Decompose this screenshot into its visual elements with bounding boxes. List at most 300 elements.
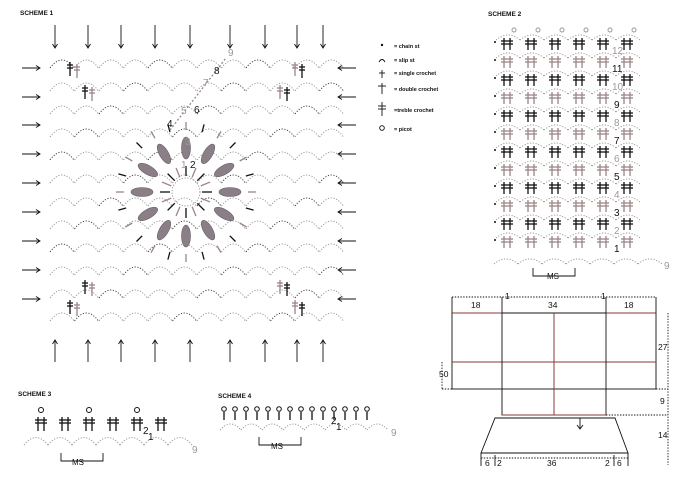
ms-label: MS	[547, 272, 559, 281]
chain-arc	[295, 290, 319, 298]
garment-schematic	[439, 291, 668, 468]
spoke-stitch	[201, 198, 210, 202]
picot-icon	[632, 28, 636, 32]
picot-icon	[39, 408, 44, 413]
base-arc	[96, 438, 120, 446]
row-label: 10	[612, 82, 624, 93]
petal-cluster	[219, 188, 241, 197]
picot-icon	[266, 407, 271, 412]
outer-stitch	[137, 143, 143, 149]
base-arc	[220, 424, 241, 430]
row-label: 4	[614, 190, 620, 201]
chain-arc	[173, 129, 197, 137]
chain-arc	[124, 313, 148, 321]
outer-stitch	[246, 174, 254, 176]
legend-label: = slip st	[394, 58, 415, 64]
chain-arc	[616, 161, 640, 166]
chain-arc	[124, 198, 148, 206]
chain-arc	[544, 71, 568, 76]
outer-stitch	[151, 131, 155, 138]
chain-arc	[197, 244, 221, 252]
picot-icon	[343, 407, 348, 412]
scheme4-stitches	[220, 407, 388, 430]
outer-stitch	[118, 174, 126, 176]
base-arc	[518, 259, 542, 264]
picot-icon	[222, 407, 227, 412]
chain-arc	[50, 221, 74, 229]
chain-arc	[592, 161, 616, 166]
arc-icon	[379, 60, 385, 63]
outer-stitch	[168, 252, 170, 260]
base-arc	[262, 424, 283, 430]
chain-arc	[271, 244, 295, 252]
chain-arc	[99, 129, 123, 137]
row-label: 2	[614, 226, 620, 237]
chain-arc	[616, 143, 640, 148]
dot-icon	[494, 95, 496, 97]
chain-arc	[592, 35, 616, 40]
row-label: 9	[614, 100, 620, 111]
chain-arc	[50, 198, 74, 206]
chain-arc	[520, 53, 544, 58]
chain-arc	[295, 129, 319, 137]
picot-icon	[277, 407, 282, 412]
outer-stitch	[202, 252, 204, 260]
chain-arc	[173, 83, 197, 91]
chain-arc	[320, 244, 344, 252]
circle-icon	[380, 126, 385, 131]
chain-arc	[75, 106, 99, 114]
scheme1-mesh	[50, 60, 344, 321]
picot-icon	[512, 28, 516, 32]
chain-arc	[520, 89, 544, 94]
picot-icon	[608, 28, 612, 32]
chain-arc	[271, 290, 295, 298]
chain-arc	[50, 175, 74, 183]
row-label: 5	[614, 172, 620, 183]
chain-arc	[246, 198, 270, 206]
dot-icon	[494, 77, 496, 79]
chain-arc	[99, 83, 123, 91]
chain-arc	[271, 83, 295, 91]
chain-arc	[592, 125, 616, 130]
round-label: 6	[194, 105, 200, 116]
scheme2-diagram	[494, 28, 670, 281]
dot-icon	[494, 131, 496, 133]
base-arc	[614, 259, 638, 264]
row-label: 1	[148, 432, 154, 443]
chain-arc	[124, 106, 148, 114]
chain-arc	[592, 179, 616, 184]
base-arc	[241, 424, 262, 430]
chain-arc	[99, 198, 123, 206]
base-arc	[638, 259, 662, 264]
dim-label: 18	[624, 300, 634, 310]
chain-arc	[496, 89, 520, 94]
chain-arc	[520, 179, 544, 184]
chain-arc	[520, 197, 544, 202]
chain-arc	[544, 53, 568, 58]
chain-arc	[197, 313, 221, 321]
chain-arc	[544, 197, 568, 202]
chain-arc	[568, 179, 592, 184]
chain-arc	[99, 244, 123, 252]
outer-stitch	[125, 157, 132, 161]
base-arc	[542, 259, 566, 264]
chain-arc	[616, 125, 640, 130]
petal-cluster	[212, 205, 236, 224]
chain-arc	[295, 313, 319, 321]
chain-arc	[50, 129, 74, 137]
dot-icon	[494, 221, 496, 223]
chain-arc	[271, 267, 295, 275]
chain-arc	[173, 313, 197, 321]
chain-arc	[496, 161, 520, 166]
chain-arc	[222, 267, 246, 275]
dim-label: 6	[617, 458, 622, 468]
spoke-stitch	[197, 203, 204, 210]
chain-arc	[75, 221, 99, 229]
picot-icon	[233, 407, 238, 412]
chain-arc	[271, 175, 295, 183]
petal-cluster	[136, 161, 160, 180]
base-arc	[494, 259, 518, 264]
chain-arc	[75, 175, 99, 183]
ms-label: MS	[271, 442, 283, 451]
base-arc	[304, 424, 325, 430]
chain-arc	[520, 125, 544, 130]
chain-arc	[197, 267, 221, 275]
chain-arc	[99, 290, 123, 298]
chain-arc	[295, 244, 319, 252]
outer-stitch	[217, 246, 221, 253]
chain-arc	[520, 143, 544, 148]
chain-arc	[592, 197, 616, 202]
chain-arc	[544, 215, 568, 220]
chain-arc	[271, 152, 295, 160]
base-arc	[120, 438, 144, 446]
chain-arc	[99, 152, 123, 160]
picot-icon	[354, 407, 359, 412]
base-arc	[48, 438, 72, 446]
dim-label: 27	[658, 342, 668, 352]
chain-arc	[173, 198, 197, 206]
chain-arc	[222, 198, 246, 206]
spoke-stitch	[162, 182, 171, 186]
chain-arc	[616, 197, 640, 202]
chain-arc	[568, 53, 592, 58]
chain-arc	[295, 198, 319, 206]
chain-arc	[271, 313, 295, 321]
row-label: 2	[143, 426, 149, 437]
picot-icon	[321, 407, 326, 412]
round-label: 3	[185, 137, 191, 148]
dot-icon	[494, 41, 496, 43]
chain-arc	[496, 215, 520, 220]
picot-icon	[365, 407, 370, 412]
legend-label: = picot	[394, 127, 412, 133]
dim-label: 34	[548, 300, 558, 310]
row-label: 6	[614, 154, 620, 165]
chain-arc	[568, 161, 592, 166]
chain-arc	[568, 197, 592, 202]
chain-arc	[295, 267, 319, 275]
chain-arc	[124, 244, 148, 252]
chain-arc	[50, 106, 74, 114]
base-arc	[168, 438, 192, 446]
scheme3-title: SCHEME 3	[18, 391, 52, 398]
dot-icon	[494, 113, 496, 115]
picot-icon	[560, 28, 564, 32]
chain-arc	[520, 35, 544, 40]
chain-arc	[496, 233, 520, 238]
chain-arc	[295, 175, 319, 183]
chain-arc	[568, 125, 592, 130]
chain-arc	[99, 106, 123, 114]
base-arc	[367, 424, 388, 430]
chain-arc	[568, 233, 592, 238]
picot-icon	[310, 407, 315, 412]
outer-stitch	[240, 223, 247, 227]
chain-arc	[544, 35, 568, 40]
chain-arc	[246, 152, 270, 160]
plus-icon	[379, 70, 385, 78]
chain-arc	[222, 60, 246, 68]
legend-label: = double crochet	[394, 87, 439, 93]
chain-arc	[222, 290, 246, 298]
chain-arc	[124, 221, 148, 229]
chain-arc	[222, 106, 246, 114]
chain-arc	[271, 198, 295, 206]
picot-icon	[299, 407, 304, 412]
picot-icon	[332, 407, 337, 412]
chain-arc	[50, 267, 74, 275]
outer-stitch	[217, 131, 221, 138]
chain-arc	[50, 290, 74, 298]
petal-cluster	[199, 218, 218, 242]
row-label: 1	[336, 422, 342, 433]
chain-arc	[222, 313, 246, 321]
row-label: 3	[614, 208, 620, 219]
scheme1-corner-stitches	[67, 62, 305, 316]
chain-arc	[124, 129, 148, 137]
repeat-label: 9	[664, 261, 670, 272]
dim-label: 18	[471, 300, 481, 310]
chain-arc	[568, 143, 592, 148]
chain-arc	[246, 83, 270, 91]
chain-arc	[568, 107, 592, 112]
chain-arc	[544, 143, 568, 148]
dot-icon	[494, 59, 496, 61]
chain-arc	[544, 179, 568, 184]
double-cross-icon	[378, 83, 386, 94]
legend-label: =treble crochet	[394, 108, 434, 114]
center-ring	[172, 178, 200, 206]
chain-arc	[197, 290, 221, 298]
round-label: 9	[228, 48, 234, 59]
chain-arc	[544, 107, 568, 112]
chain-arc	[50, 313, 74, 321]
spoke-stitch	[176, 207, 180, 216]
picot-icon	[135, 408, 140, 413]
scheme1-diagram	[22, 25, 356, 362]
chain-arc	[295, 106, 319, 114]
chain-arc	[124, 83, 148, 91]
chain-arc	[75, 267, 99, 275]
chain-arc	[246, 106, 270, 114]
base-arc	[566, 259, 590, 264]
row-label: 7	[614, 136, 620, 147]
chain-arc	[520, 233, 544, 238]
chain-arc	[616, 35, 640, 40]
chain-arc	[520, 215, 544, 220]
chain-arc	[496, 107, 520, 112]
chain-arc	[592, 215, 616, 220]
chain-arc	[75, 313, 99, 321]
round-label: 5	[181, 106, 187, 117]
petal-cluster	[131, 188, 153, 197]
chain-arc	[544, 89, 568, 94]
row-label: 1	[614, 244, 620, 255]
chain-arc	[295, 60, 319, 68]
chain-arc	[246, 313, 270, 321]
repeat-label: 9	[391, 428, 397, 439]
chain-arc	[496, 53, 520, 58]
chain-arc	[568, 71, 592, 76]
row-label: 2	[331, 416, 337, 427]
dim-label: 1	[601, 291, 606, 301]
chain-arc	[75, 198, 99, 206]
base-arc	[72, 438, 96, 446]
dot-icon	[494, 185, 496, 187]
picot-icon	[288, 407, 293, 412]
round-label: 7	[203, 78, 209, 89]
chain-arc	[246, 175, 270, 183]
chain-arc	[148, 106, 172, 114]
picot-icon	[87, 408, 92, 413]
chain-arc	[295, 152, 319, 160]
outer-stitch	[240, 157, 247, 161]
petal-cluster	[182, 225, 191, 247]
legend-label: = chain st	[394, 44, 420, 50]
chain-arc	[75, 129, 99, 137]
outer-stitch	[230, 143, 236, 149]
chain-arc	[568, 89, 592, 94]
chain-arc	[50, 244, 74, 252]
chain-arc	[246, 267, 270, 275]
chain-arc	[148, 313, 172, 321]
chain-arc	[222, 83, 246, 91]
dot-icon	[494, 239, 496, 241]
round-label: 2	[190, 160, 196, 171]
scheme2-stitch-grid	[494, 28, 662, 264]
chain-arc	[320, 129, 344, 137]
chain-arc	[148, 60, 172, 68]
round-label: 8	[214, 66, 220, 77]
picot-icon	[584, 28, 588, 32]
dot-icon	[494, 203, 496, 205]
scheme3-stitches	[24, 408, 192, 446]
chain-arc	[148, 290, 172, 298]
chain-arc	[99, 60, 123, 68]
chain-arc	[616, 107, 640, 112]
chain-arc	[124, 175, 148, 183]
chain-arc	[148, 267, 172, 275]
chain-arc	[197, 106, 221, 114]
chain-arc	[320, 290, 344, 298]
picot-icon	[536, 28, 540, 32]
outer-stitch	[246, 208, 254, 210]
chain-arc	[496, 143, 520, 148]
chain-arc	[99, 221, 123, 229]
chain-arc	[173, 60, 197, 68]
base-arc	[590, 259, 614, 264]
spoke-stitch	[176, 168, 180, 177]
chain-arc	[520, 107, 544, 112]
picot-icon	[255, 407, 260, 412]
outer-stitch	[125, 223, 132, 227]
dim-label: 6	[485, 458, 490, 468]
chain-arc	[520, 71, 544, 76]
outer-stitch	[151, 246, 155, 253]
chain-arc	[544, 125, 568, 130]
chain-arc	[99, 313, 123, 321]
chain-arc	[75, 290, 99, 298]
chain-arc	[222, 175, 246, 183]
dim-label: 36	[547, 458, 557, 468]
chain-arc	[616, 215, 640, 220]
scheme1-title: SCHEME 1	[20, 10, 54, 17]
base-arc	[283, 424, 304, 430]
chain-arc	[99, 175, 123, 183]
skirt-outline	[481, 418, 628, 453]
chain-arc	[320, 106, 344, 114]
chain-arc	[271, 106, 295, 114]
spoke-stitch	[162, 198, 171, 202]
chain-arc	[320, 221, 344, 229]
chain-arc	[246, 129, 270, 137]
dot-icon	[494, 167, 496, 169]
chain-arc	[496, 125, 520, 130]
chain-arc	[496, 197, 520, 202]
chain-arc	[320, 198, 344, 206]
chain-arc	[222, 129, 246, 137]
repeat-label: 9	[192, 445, 198, 456]
dim-label: 1	[505, 291, 510, 301]
chain-arc	[568, 215, 592, 220]
chain-arc	[271, 129, 295, 137]
chain-arc	[544, 161, 568, 166]
dim-label: 50	[439, 369, 449, 379]
picot-icon	[244, 407, 249, 412]
chain-arc	[173, 290, 197, 298]
chain-arc	[75, 152, 99, 160]
chain-arc	[246, 221, 270, 229]
chain-arc	[271, 60, 295, 68]
outer-stitch	[137, 236, 143, 242]
chain-arc	[124, 267, 148, 275]
chain-arc	[592, 107, 616, 112]
dim-label: 14	[658, 430, 668, 440]
scheme4-title: SCHEME 4	[218, 393, 252, 400]
chain-arc	[295, 221, 319, 229]
scheme4-diagram	[220, 407, 397, 451]
chain-arc	[616, 179, 640, 184]
chain-arc	[197, 83, 221, 91]
chain-arc	[496, 71, 520, 76]
dim-label: 2	[605, 458, 610, 468]
chain-arc	[496, 179, 520, 184]
